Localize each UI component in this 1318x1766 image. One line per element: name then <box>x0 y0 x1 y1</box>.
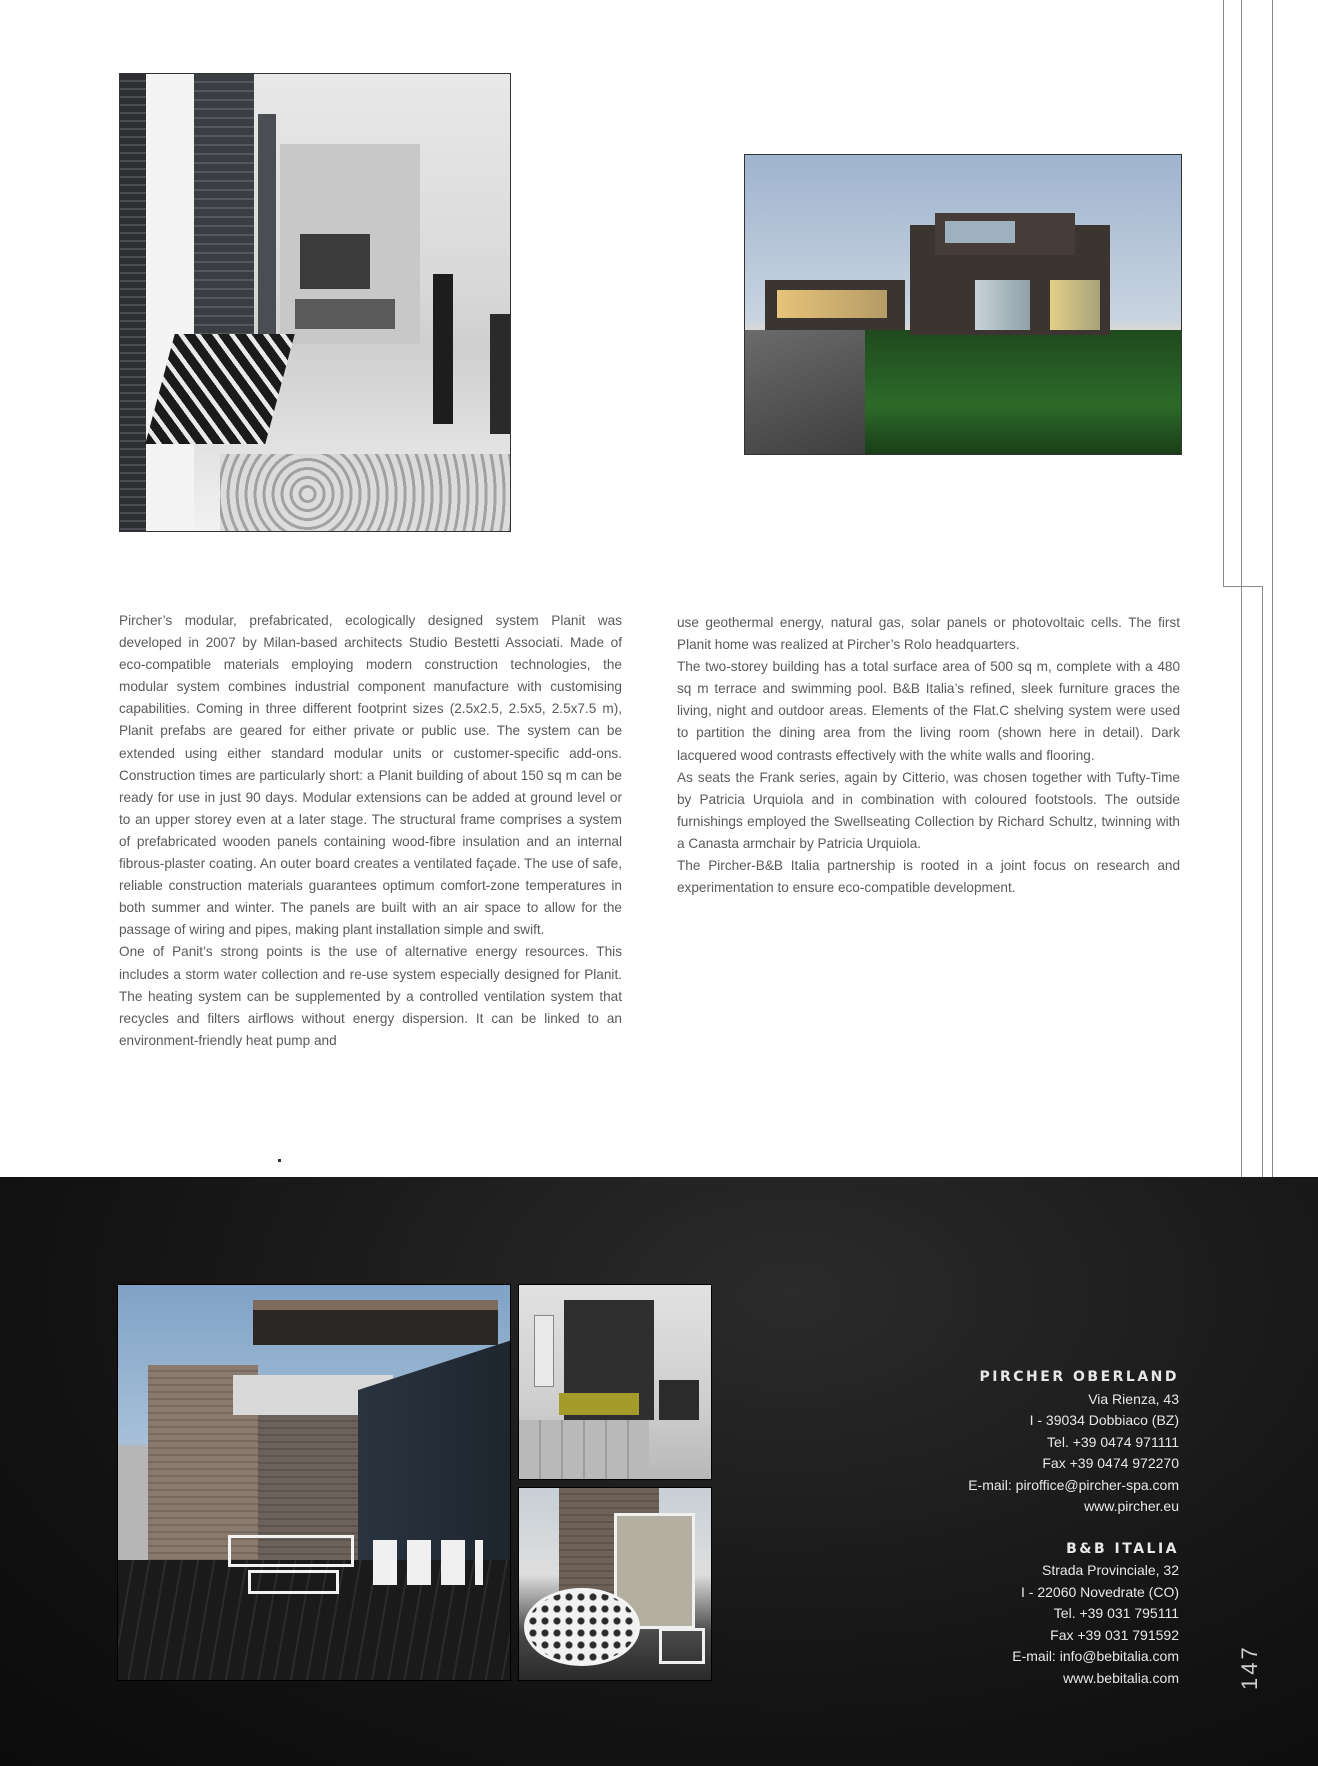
contact-block-bb-italia <box>839 1539 1179 1690</box>
article-paragraph: One of Panit’s strong points is the use of alternative energy resources. This includes a storm water collection and re-use system especially designed for Planit. The heating system can be supplemented by a controlled ventilation system that recycles and filters airflows without energy dispersion. It can be linked to an environment-friendly heat pump and <box>119 944 622 1048</box>
email-line: E-mail: piroffice@pircher-spa.com <box>968 1476 1179 1493</box>
article-right-column <box>677 612 1180 899</box>
phone-line: Tel. +39 0474 971111 <box>1047 1433 1179 1450</box>
contacts <box>839 1367 1179 1689</box>
article-paragraph: As seats the Frank series, again by Citterio, was chosen together with Tufty-Time by Patricia Urquiola and in combination with coloured footstools. The outside furnishings employed the Swellseating Collection by Richard Schultz, twinning with a Canasta armchair by Patricia Urquiola. <box>677 769 1180 851</box>
article-paragraph: The two-storey building has a total surface area of 500 sq m, complete with a 480 sq m terrace and swimming pool. B&B Italia’s refined, sleek furniture graces the living, night and outdoor areas. Elements of the Flat.C shelving system were used to partition the dining area from the living room (shown here in detail). Dark lacquered wood contrasts effectively with the white walls and flooring. <box>677 659 1180 763</box>
company-name: B&B ITALIA <box>1066 1540 1179 1557</box>
article-paragraph: use geothermal energy, natural gas, solar panels or photovoltaic cells. The first Planit home was realized at Pircher’s Rolo headquarters. <box>677 615 1180 653</box>
interior-corridor-photo <box>119 73 511 532</box>
company-name: PIRCHER OBERLAND <box>979 1369 1179 1385</box>
website-line: www.bebitalia.com <box>1063 1669 1179 1686</box>
terrace-photo <box>117 1284 511 1681</box>
living-room-photo <box>518 1284 712 1480</box>
page-edge-line <box>1223 586 1263 587</box>
page-edge-line <box>1272 0 1273 1190</box>
armchair-photo <box>518 1487 712 1681</box>
postal-line: I - 22060 Novedrate (CO) <box>1021 1583 1179 1600</box>
article-paragraph: The Pircher-B&B Italia partnership is rooted in a joint focus on research and experimentation to ensure eco-compatible development. <box>677 858 1180 896</box>
exterior-house-photo <box>744 154 1182 455</box>
fax-line: Fax +39 0474 972270 <box>1042 1455 1179 1471</box>
article-left-column <box>119 610 622 1052</box>
address-line: Strada Provinciale, 32 <box>1042 1562 1179 1578</box>
address-line: Via Rienza, 43 <box>1088 1390 1179 1407</box>
email-line: E-mail: info@bebitalia.com <box>1012 1648 1179 1664</box>
postal-line: I - 39034 Dobbiaco (BZ) <box>1029 1412 1179 1428</box>
fax-line: Fax +39 031 791592 <box>1050 1626 1179 1643</box>
phone-line: Tel. +39 031 795111 <box>1053 1605 1179 1621</box>
page-edge-line <box>1241 0 1242 1190</box>
website-line: www.pircher.eu <box>1084 1498 1179 1514</box>
print-speck <box>278 1159 281 1162</box>
page-number: 147 <box>1237 1644 1262 1690</box>
contact-block-pircher <box>839 1367 1179 1518</box>
article-paragraph: Pircher’s modular, prefabricated, ecologically designed system Planit was developed in 2007 by Milan-based architects Studio Bestetti Associati. Made of eco-compatible materials employing modern construction technologies, the modular system combines industrial component manufacture with customising capabilities. Coming in three different footprint sizes (2.5x2.5, 2.5x5, 2.5x7.5 m), Planit prefabs are geared for either private or public use. The system can be extended using either standard modular units or customer-specific add-ons. Construction times are particularly short: a Planit building of about 150 sq m can be ready for use in just 90 days. Modular extensions can be added at ground level or to an upper storey even at a later stage. The structural frame comprises a system of prefabricated wooden panels containing wood-fibre insulation and an internal fibrous-plaster coating. An outer board creates a ventilated façade. The use of safe, reliable construction materials guarantees optimum comfort-zone temperatures in both summer and winter. The panels are built with an air space to allow for the passage of wiring and pipes, making plant installation simple and swift. <box>119 613 622 938</box>
page-edge-line <box>1223 0 1224 587</box>
